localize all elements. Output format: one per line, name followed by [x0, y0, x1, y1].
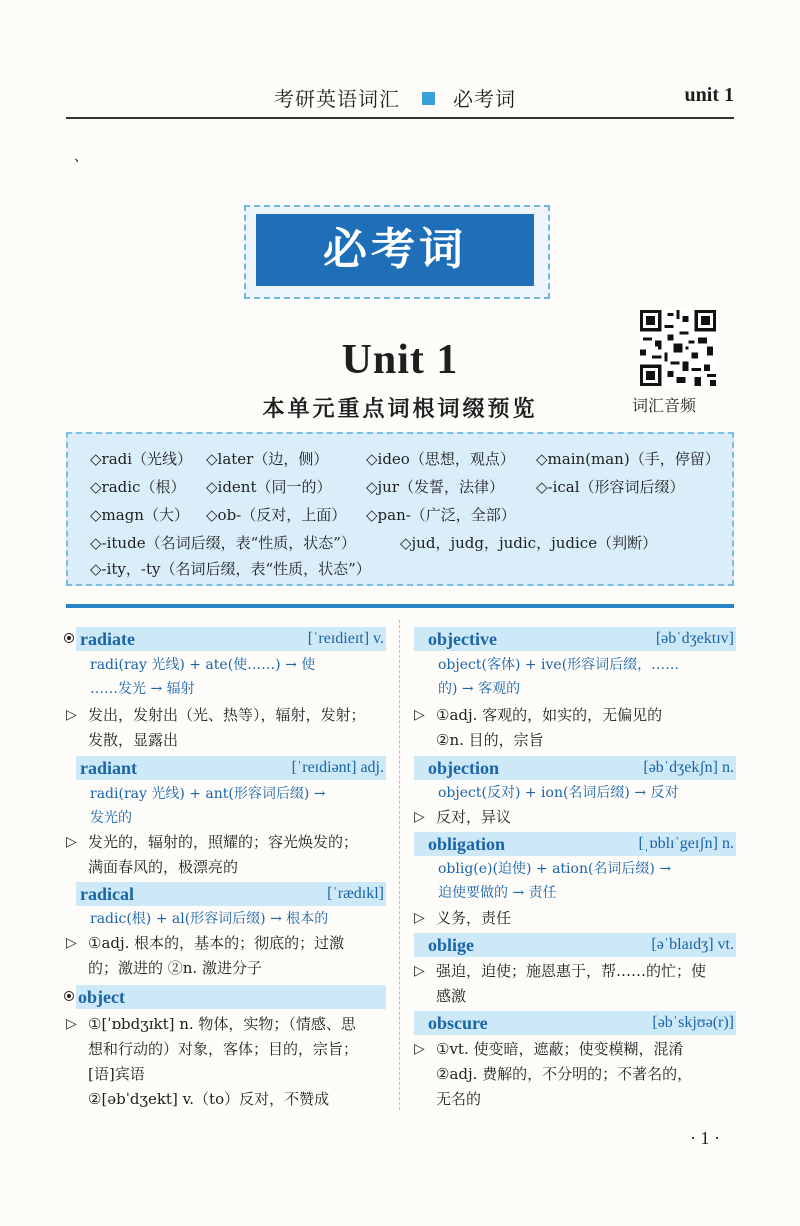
- entry-phonetic: [ˈrædɪkl]: [327, 885, 384, 902]
- definition-arrow-icon: ▷: [66, 1016, 77, 1032]
- root-item: ◇-ical（形容词后缀）: [536, 478, 685, 496]
- roots-preview-box: [66, 432, 734, 586]
- definition-arrow-icon: ▷: [414, 963, 425, 979]
- section-rule: [66, 604, 734, 608]
- entry-etymology: object(客体) + ive(形容词后缀，……: [438, 657, 680, 673]
- qr-code-icon[interactable]: [640, 310, 716, 386]
- entry-definition: [语]宾语: [88, 1065, 145, 1083]
- definition-arrow-icon: ▷: [414, 910, 425, 926]
- entry-definition: 强迫，迫使；施恩惠于，帮……的忙；使: [436, 962, 707, 980]
- entry-definition: 想和行动的）对象，客体；目的，宗旨；: [88, 1040, 359, 1058]
- header-section: 必考词: [453, 87, 516, 111]
- entry-definition: 发光的，辐射的，照耀的；容光焕发的；: [88, 833, 359, 851]
- entry-definition: ①vt. 使变暗，遮蔽；使变模糊，混淆: [436, 1040, 684, 1058]
- definition-arrow-icon: ▷: [414, 1041, 425, 1057]
- qr-label: 词汇音频: [632, 396, 697, 415]
- entry-phonetic: [əbˈdʒektɪv]: [655, 630, 734, 647]
- entry-phonetic: [əbˈdʒekʃn] n.: [643, 759, 734, 776]
- header-rule: [66, 117, 734, 119]
- entry-word: obscure: [428, 1013, 488, 1033]
- square-bullet-icon: [422, 92, 435, 105]
- entry-phonetic: [ˈreɪdiənt] adj.: [291, 759, 384, 776]
- entry-etymology: object(反对) + ion(名词后缀) → 反对: [438, 785, 679, 801]
- entry-word: object: [78, 987, 125, 1007]
- key-word-marker-icon: [64, 991, 74, 1001]
- entry-etymology: radi(ray 光线) + ate(使……) → 使: [90, 657, 316, 673]
- entry-word: radiate: [80, 629, 135, 649]
- running-header: [274, 83, 516, 112]
- entry-etymology: radi(ray 光线) + ant(形容词后缀) →: [90, 786, 326, 802]
- root-item: ◇magn（大）: [90, 506, 189, 524]
- page-number: · 1 ·: [690, 1128, 720, 1148]
- entry-definition: 义务，责任: [436, 909, 512, 927]
- entry-phonetic: [əˈblaɪdʒ] vt.: [651, 936, 734, 953]
- entry-word: radical: [80, 884, 134, 904]
- entry-phonetic: [əbˈskjʊə(r)]: [652, 1014, 734, 1031]
- unit-subtitle: 本单元重点词根词缀预览: [262, 396, 538, 422]
- entry-definition: ②[əbˈdʒekt] v.（to）反对，不赞成: [88, 1090, 330, 1108]
- root-item: ◇main(man)（手，停留）: [536, 450, 720, 468]
- definition-arrow-icon: ▷: [414, 809, 425, 825]
- root-item: ◇ideo（思想，观点）: [366, 450, 515, 468]
- unit-title: Unit 1: [341, 337, 459, 383]
- section-banner: 必考词: [256, 214, 534, 286]
- entry-definition: ②n. 目的，宗旨: [436, 731, 544, 749]
- stray-mark: 、: [74, 149, 88, 165]
- entry-etymology: oblig(e)(迫使) + ation(名词后缀) →: [438, 861, 672, 877]
- entry-definition: 反对，异议: [436, 808, 512, 826]
- root-item: ◇jud，judg，judic，judice（判断）: [400, 534, 658, 552]
- entry-etymology: ……发光 → 辐射: [90, 681, 195, 697]
- entry-definition: 感激: [436, 987, 467, 1005]
- definition-arrow-icon: ▷: [414, 707, 425, 723]
- root-item: ◇jur（发誓，法律）: [366, 478, 505, 496]
- root-item: ◇radic（根）: [90, 478, 186, 496]
- entry-etymology: 迫使要做的 → 责任: [438, 885, 557, 901]
- entry-definition: ①[ˈɒbdʒɪkt] n. 物体，实物；（情感、思: [88, 1015, 356, 1033]
- root-item: ◇ident（同一的）: [206, 478, 332, 496]
- entry-definition: 发出，发射出（光、热等），辐射，发射；: [88, 706, 366, 724]
- entry-etymology: radic(根) + al(形容词后缀) → 根本的: [90, 911, 329, 927]
- definition-arrow-icon: ▷: [66, 707, 77, 723]
- entry-word: obligation: [428, 834, 506, 854]
- entry-definition: 满面春风的，极漂亮的: [88, 858, 239, 876]
- entry-definition: 发散，显露出: [88, 731, 179, 749]
- root-item: ◇pan-（广泛，全部）: [366, 506, 516, 524]
- entry-definition: 无名的: [436, 1090, 482, 1108]
- entry-word: radiant: [80, 758, 138, 778]
- entry-phonetic: [ˈreɪdieɪt] v.: [307, 630, 384, 647]
- column-divider: [399, 620, 400, 1110]
- definition-arrow-icon: ▷: [66, 935, 77, 951]
- root-item: ◇radi（光线）: [90, 450, 193, 468]
- entry-etymology: 发光的: [90, 810, 132, 826]
- entry-word: oblige: [428, 935, 475, 955]
- entry-word: objection: [428, 758, 499, 778]
- definition-arrow-icon: ▷: [66, 834, 77, 850]
- header-book-title: 考研英语词汇: [274, 87, 400, 111]
- root-item: ◇-ity，-ty（名词后缀，表“性质，状态”）: [90, 560, 371, 578]
- entry-definition: ①adj. 根本的，基本的；彻底的；过激: [88, 934, 345, 952]
- entry-phonetic: [ˌɒblɪˈgeɪʃn] n.: [638, 835, 734, 852]
- entry-definition: ①adj. 客观的，如实的，无偏见的: [436, 706, 663, 724]
- root-item: ◇ob-（反对，上面）: [206, 506, 347, 524]
- entry-etymology: 的) → 客观的: [438, 681, 521, 697]
- root-item: ◇-itude（名词后缀，表“性质，状态”）: [90, 534, 356, 552]
- entry-definition: ②adj. 费解的，不分明的；不著名的，: [436, 1065, 693, 1083]
- entry-definition: 的；激进的 ②n. 激进分子: [88, 959, 262, 977]
- entry-word: objective: [428, 629, 497, 649]
- key-word-marker-icon: [64, 633, 74, 643]
- header-unit: unit 1: [684, 84, 734, 106]
- root-item: ◇later（边，侧）: [206, 450, 329, 468]
